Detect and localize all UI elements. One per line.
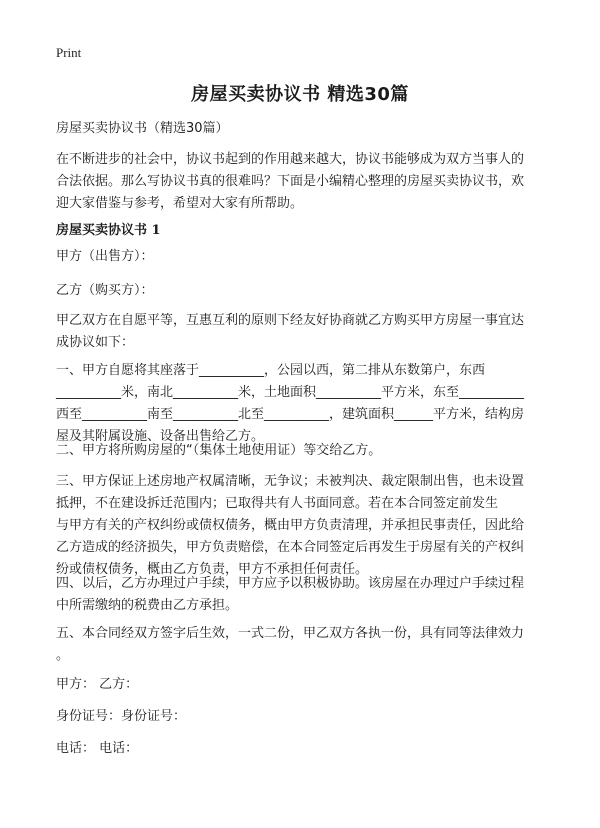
text-line: __________米，南北__________米，土地面积__________平方米，东至__________	[56, 385, 525, 400]
text-line: 合法依据。那么写协议书真的很难吗？下面是小编精心整理的房屋买卖协议书，欢	[56, 174, 525, 189]
text-line: 屋及其附属设施、设备出售给乙方。	[56, 429, 265, 444]
signature-id-numbers: 身份证号：身份证号：	[56, 709, 187, 724]
text-line: 一、甲方自愿将其座落于__________，公园以西，第二排从东数第户，东西	[56, 363, 486, 378]
signature-phones: 电话： 电话：	[56, 741, 139, 756]
print-link[interactable]: Print	[56, 45, 82, 60]
text-line: 乙方造成的经济损失，甲方负责赔偿，在本合同签定后再发生于房屋有关的产权纠	[56, 540, 525, 555]
clause-4	[56, 573, 552, 617]
clause-2	[56, 440, 552, 462]
text-line: 甲乙双方在自愿平等，互惠互利的原则下经友好协商就乙方购买甲方房屋一事宜达	[56, 313, 525, 328]
text-line: 中所需缴纳的税费由乙方承担。	[56, 598, 239, 613]
clause-3	[56, 471, 552, 581]
text-line: 五、本合同经双方签字后生效，一式二份，甲乙双方各执一份，具有同等法律效力	[56, 626, 525, 641]
text-line: 与甲方有关的产权纠纷或债权债务，概由甲方负责清理，并承担民事责任，因此给	[56, 518, 525, 533]
clause-5	[56, 623, 552, 667]
text-line: 西至__________南至__________北至__________，建筑面积______平方米，结构房	[56, 407, 525, 422]
party-a-line: 甲方（出售方）：	[56, 249, 154, 264]
text-line: 二、甲方将所购房屋的“（集体土地使用证）等交给乙方。	[56, 443, 382, 458]
text-line: 在不断进步的社会中，协议书起到的作用越来越大，协议书能够成为双方当事人的	[56, 152, 525, 167]
text-line: 抵押，不在建设拆迁范围内；已取得共有人书面同意。若在本合同签定前发生	[56, 496, 499, 511]
text-line: 。	[56, 648, 70, 663]
party-b-line: 乙方（购买方）：	[56, 283, 154, 298]
text-line: 纷或债权债务，概由乙方负责，甲方不承担任何责任。	[56, 562, 369, 577]
text-line: 成协议如下：	[56, 335, 135, 350]
preamble-paragraph	[56, 310, 552, 354]
intro-paragraph	[56, 149, 552, 215]
section-heading: 房屋买卖协议书 1	[56, 223, 161, 238]
clause-1	[56, 360, 552, 448]
text-line: 迎大家借鉴与参考，希望对大家有所帮助。	[56, 196, 304, 211]
text-line: 四、以后，乙方办理过户手续，甲方应予以积极协助。该房屋在办理过户手续过程	[56, 576, 525, 591]
document-title: 房屋买卖协议书 精选30篇	[191, 84, 409, 105]
document-subtitle: 房屋买卖协议书（精选30篇）	[56, 121, 229, 136]
signature-parties: 甲方： 乙方：	[56, 677, 139, 692]
text-line: 三、甲方保证上述房地产权属清晰，无争议；未被判决、裁定限制出售，也未设置	[56, 474, 525, 489]
